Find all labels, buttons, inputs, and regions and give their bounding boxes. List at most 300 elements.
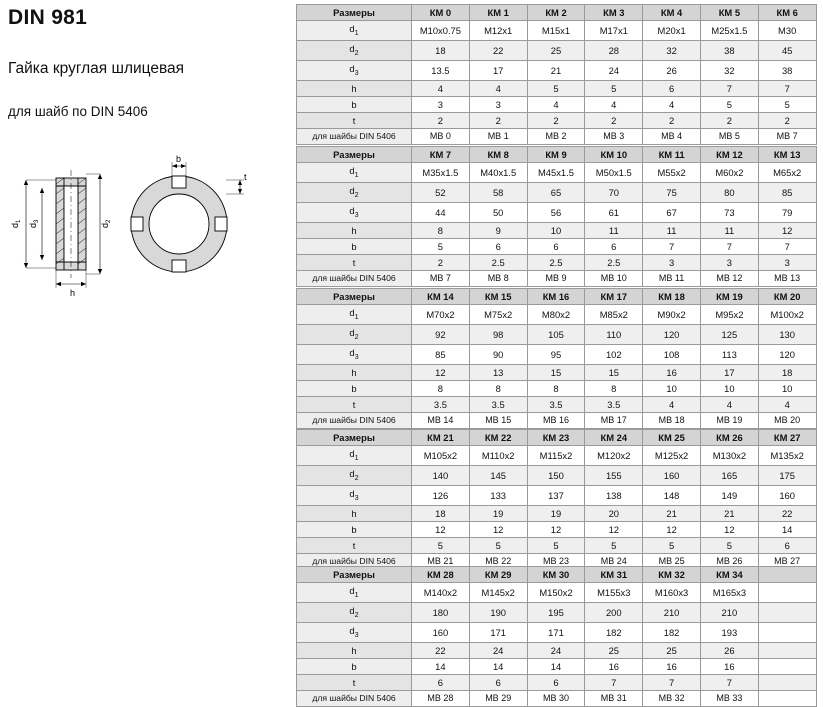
cell-washer-1: MB 14: [412, 412, 470, 428]
cell-t-6: 7: [700, 674, 758, 690]
cell-h-7: 7: [758, 80, 816, 96]
column-header-3: КМ 23: [527, 430, 585, 446]
table-row-d3: [297, 344, 817, 364]
cell-d1-1: M35x1.5: [412, 163, 470, 183]
cell-d2-7: 130: [758, 324, 816, 344]
column-header-6: КМ 34: [700, 567, 758, 583]
cell-t-7: 4: [758, 396, 816, 412]
cell-h-6: 21: [700, 505, 758, 521]
cell-d1-6: M95x2: [700, 305, 758, 325]
column-header-1: КМ 28: [412, 567, 470, 583]
cell-b-3: 8: [527, 380, 585, 396]
cell-d3-3: 137: [527, 485, 585, 505]
column-header-7: КМ 27: [758, 430, 816, 446]
row-label-t: t: [297, 396, 412, 412]
cell-washer-6: MB 26: [700, 553, 758, 569]
cell-h-1: 12: [412, 364, 470, 380]
table-row-b: [297, 658, 817, 674]
row-label-d2: $d_2$: [297, 182, 412, 202]
column-header-3: КМ 16: [527, 289, 585, 305]
cell-d3-6: 193: [700, 622, 758, 642]
row-label-d2: $d_2$: [297, 465, 412, 485]
column-header-dimensions: Размеры: [297, 567, 412, 583]
cell-d2-3: 105: [527, 324, 585, 344]
cell-washer-6: MB 5: [700, 128, 758, 144]
cell-d1-2: M110x2: [469, 446, 527, 466]
cell-h-4: 11: [585, 222, 643, 238]
cell-h-4: 25: [585, 642, 643, 658]
cell-t-4: 2.5: [585, 254, 643, 270]
cell-b-6: 16: [700, 658, 758, 674]
table-row-d1: [297, 163, 817, 183]
cell-h-6: 26: [700, 642, 758, 658]
column-header-5: КМ 18: [643, 289, 701, 305]
cell-b-7: 7: [758, 238, 816, 254]
dimension-table-5: [296, 566, 817, 707]
cell-d3-5: 148: [643, 485, 701, 505]
table-row-d2: [297, 182, 817, 202]
part-standard-note: для шайб по DIN 5406: [8, 104, 148, 119]
label-h: h: [70, 288, 76, 298]
cell-t-2: 6: [469, 674, 527, 690]
cell-t-4: 2: [585, 112, 643, 128]
dimension-table-2: [296, 146, 817, 287]
cell-d3-5: 26: [643, 60, 701, 80]
dimension-table-4: [296, 429, 817, 570]
row-label-d3: $d_3$: [297, 60, 412, 80]
cell-d3-7: 120: [758, 344, 816, 364]
table-row-b: [297, 96, 817, 112]
column-header-5: КМ 25: [643, 430, 701, 446]
column-header-2: КМ 8: [469, 147, 527, 163]
cell-d2-7: 85: [758, 182, 816, 202]
cell-h-1: 18: [412, 505, 470, 521]
column-header-3: КМ 2: [527, 5, 585, 21]
cell-washer-5: MB 4: [643, 128, 701, 144]
column-header-7: [758, 567, 816, 583]
table-row-h: [297, 642, 817, 658]
row-label-d2: $d_2$: [297, 602, 412, 622]
table-row-d2: [297, 324, 817, 344]
cell-d1-2: M12x1: [469, 21, 527, 41]
column-header-4: КМ 17: [585, 289, 643, 305]
row-label-d3: $d_3$: [297, 622, 412, 642]
cell-h-1: 22: [412, 642, 470, 658]
cell-t-7: 3: [758, 254, 816, 270]
column-header-3: КМ 9: [527, 147, 585, 163]
row-label-washer: для шайбы DIN 5406: [297, 270, 412, 286]
cell-h-2: 24: [469, 642, 527, 658]
cell-d1-2: M145x2: [469, 583, 527, 603]
row-label-t: t: [297, 112, 412, 128]
cell-d1-3: M150x2: [527, 583, 585, 603]
row-label-washer: для шайбы DIN 5406: [297, 128, 412, 144]
cell-b-3: 4: [527, 96, 585, 112]
column-header-6: КМ 5: [700, 5, 758, 21]
table-row-b: [297, 521, 817, 537]
label-t: t: [244, 172, 247, 182]
cell-washer-5: MB 25: [643, 553, 701, 569]
cell-h-4: 15: [585, 364, 643, 380]
column-header-1: КМ 21: [412, 430, 470, 446]
table-header-row: [297, 289, 817, 305]
column-header-1: КМ 7: [412, 147, 470, 163]
cell-d1-1: M140x2: [412, 583, 470, 603]
cell-b-3: 14: [527, 658, 585, 674]
dimension-table-3: [296, 288, 817, 429]
cell-d1-6: M165x3: [700, 583, 758, 603]
cell-washer-1: MB 28: [412, 690, 470, 706]
cell-h-3: 15: [527, 364, 585, 380]
cell-t-4: 3.5: [585, 396, 643, 412]
cell-h-7: 22: [758, 505, 816, 521]
cell-washer-7: MB 27: [758, 553, 816, 569]
cell-b-2: 12: [469, 521, 527, 537]
cell-d2-7: [758, 602, 816, 622]
row-label-h: h: [297, 222, 412, 238]
table-row-b: [297, 238, 817, 254]
cell-d3-6: 113: [700, 344, 758, 364]
cell-d2-2: 58: [469, 182, 527, 202]
cell-d3-4: 24: [585, 60, 643, 80]
table-row-t: [297, 254, 817, 270]
cell-t-5: 7: [643, 674, 701, 690]
cell-d2-3: 195: [527, 602, 585, 622]
cell-washer-6: MB 19: [700, 412, 758, 428]
cell-b-4: 16: [585, 658, 643, 674]
column-header-dimensions: Размеры: [297, 5, 412, 21]
cell-washer-3: MB 30: [527, 690, 585, 706]
cell-h-4: 20: [585, 505, 643, 521]
cell-b-2: 6: [469, 238, 527, 254]
cell-d3-3: 56: [527, 202, 585, 222]
cell-d1-5: M20x1: [643, 21, 701, 41]
cell-h-1: 4: [412, 80, 470, 96]
cell-washer-7: MB 13: [758, 270, 816, 286]
cell-b-7: [758, 658, 816, 674]
table-row-d1: [297, 583, 817, 603]
cell-washer-3: MB 2: [527, 128, 585, 144]
cell-d2-2: 145: [469, 465, 527, 485]
cell-t-3: 2: [527, 112, 585, 128]
cell-d1-5: M90x2: [643, 305, 701, 325]
column-header-2: КМ 1: [469, 5, 527, 21]
cell-d3-7: 79: [758, 202, 816, 222]
cell-t-5: 4: [643, 396, 701, 412]
cell-b-5: 4: [643, 96, 701, 112]
cell-b-6: 5: [700, 96, 758, 112]
cell-d2-1: 180: [412, 602, 470, 622]
row-label-washer: для шайбы DIN 5406: [297, 553, 412, 569]
cell-b-4: 6: [585, 238, 643, 254]
cell-d1-2: M40x1.5: [469, 163, 527, 183]
cell-b-6: 10: [700, 380, 758, 396]
column-header-7: КМ 6: [758, 5, 816, 21]
cell-b-5: 7: [643, 238, 701, 254]
row-label-b: b: [297, 658, 412, 674]
row-label-d1: $d_1$: [297, 163, 412, 183]
cell-h-3: 10: [527, 222, 585, 238]
cell-b-4: 12: [585, 521, 643, 537]
cell-d2-6: 125: [700, 324, 758, 344]
cell-d2-5: 75: [643, 182, 701, 202]
cell-washer-4: MB 3: [585, 128, 643, 144]
cell-t-5: 5: [643, 537, 701, 553]
cell-washer-7: MB 20: [758, 412, 816, 428]
row-label-washer: для шайбы DIN 5406: [297, 690, 412, 706]
cell-washer-4: MB 31: [585, 690, 643, 706]
cell-d3-1: 160: [412, 622, 470, 642]
cell-h-6: 7: [700, 80, 758, 96]
cell-d2-1: 18: [412, 40, 470, 60]
column-header-dimensions: Размеры: [297, 430, 412, 446]
cell-d3-2: 90: [469, 344, 527, 364]
cell-h-6: 17: [700, 364, 758, 380]
cell-d3-2: 17: [469, 60, 527, 80]
table-row-washer: [297, 690, 817, 706]
cell-b-5: 16: [643, 658, 701, 674]
cell-d3-2: 50: [469, 202, 527, 222]
cell-d3-7: [758, 622, 816, 642]
left-info-column: [0, 0, 292, 703]
cell-b-6: 7: [700, 238, 758, 254]
row-label-h: h: [297, 364, 412, 380]
cell-h-5: 6: [643, 80, 701, 96]
cell-t-2: 2: [469, 112, 527, 128]
cell-b-3: 12: [527, 521, 585, 537]
cell-t-3: 3.5: [527, 396, 585, 412]
cell-h-5: 25: [643, 642, 701, 658]
cell-d1-4: M50x1.5: [585, 163, 643, 183]
row-label-d2: $d_2$: [297, 40, 412, 60]
row-label-washer: для шайбы DIN 5406: [297, 412, 412, 428]
row-label-d3: $d_3$: [297, 485, 412, 505]
column-header-4: КМ 3: [585, 5, 643, 21]
cell-b-7: 14: [758, 521, 816, 537]
row-label-b: b: [297, 238, 412, 254]
cell-h-7: 18: [758, 364, 816, 380]
cell-d2-6: 38: [700, 40, 758, 60]
cell-h-1: 8: [412, 222, 470, 238]
row-label-t: t: [297, 537, 412, 553]
column-header-5: КМ 32: [643, 567, 701, 583]
cell-t-1: 2: [412, 112, 470, 128]
cell-washer-4: MB 10: [585, 270, 643, 286]
cell-d1-5: M125x2: [643, 446, 701, 466]
cell-d2-2: 22: [469, 40, 527, 60]
cell-t-4: 7: [585, 674, 643, 690]
cell-t-7: 6: [758, 537, 816, 553]
cell-washer-2: MB 22: [469, 553, 527, 569]
cell-d2-1: 140: [412, 465, 470, 485]
column-header-4: КМ 31: [585, 567, 643, 583]
cell-d1-6: M130x2: [700, 446, 758, 466]
cell-washer-5: MB 11: [643, 270, 701, 286]
row-label-d3: $d_3$: [297, 202, 412, 222]
column-header-3: КМ 30: [527, 567, 585, 583]
cell-t-5: 2: [643, 112, 701, 128]
cell-d2-4: 110: [585, 324, 643, 344]
row-label-d1: $d_1$: [297, 583, 412, 603]
cell-washer-1: MB 7: [412, 270, 470, 286]
row-label-h: h: [297, 642, 412, 658]
table-row-d1: [297, 21, 817, 41]
cell-d2-1: 52: [412, 182, 470, 202]
cell-t-7: [758, 674, 816, 690]
column-header-7: КМ 13: [758, 147, 816, 163]
cell-t-6: 2: [700, 112, 758, 128]
cell-d2-1: 92: [412, 324, 470, 344]
column-header-5: КМ 4: [643, 5, 701, 21]
cell-t-6: 5: [700, 537, 758, 553]
table-header-row: [297, 567, 817, 583]
cell-d2-3: 65: [527, 182, 585, 202]
cell-d3-1: 85: [412, 344, 470, 364]
column-header-1: КМ 14: [412, 289, 470, 305]
cell-b-5: 10: [643, 380, 701, 396]
cell-washer-4: MB 17: [585, 412, 643, 428]
cell-t-3: 6: [527, 674, 585, 690]
cell-h-5: 11: [643, 222, 701, 238]
label-d1: $d_1$: [10, 219, 22, 228]
table-row-b: [297, 380, 817, 396]
table-row-d3: [297, 202, 817, 222]
table-row-washer: [297, 270, 817, 286]
cell-d1-6: M60x2: [700, 163, 758, 183]
cell-d2-3: 150: [527, 465, 585, 485]
cell-d1-5: M160x3: [643, 583, 701, 603]
cell-d3-4: 138: [585, 485, 643, 505]
cell-b-2: 8: [469, 380, 527, 396]
cell-t-1: 6: [412, 674, 470, 690]
cell-h-3: 19: [527, 505, 585, 521]
cell-b-5: 12: [643, 521, 701, 537]
table-row-washer: [297, 128, 817, 144]
cell-d1-6: M25x1.5: [700, 21, 758, 41]
label-d3: $d_3$: [28, 219, 40, 228]
cell-d1-7: M65x2: [758, 163, 816, 183]
row-label-d2: $d_2$: [297, 324, 412, 344]
cell-t-4: 5: [585, 537, 643, 553]
cell-d1-3: M115x2: [527, 446, 585, 466]
cell-washer-4: MB 24: [585, 553, 643, 569]
cell-d2-4: 28: [585, 40, 643, 60]
cell-d3-5: 182: [643, 622, 701, 642]
table-row-d1: [297, 446, 817, 466]
column-header-6: КМ 26: [700, 430, 758, 446]
table-row-t: [297, 674, 817, 690]
table-row-d3: [297, 485, 817, 505]
cell-d1-1: M70x2: [412, 305, 470, 325]
cell-d2-4: 200: [585, 602, 643, 622]
technical-drawing: [4, 150, 286, 300]
cell-d3-7: 38: [758, 60, 816, 80]
cell-d2-5: 32: [643, 40, 701, 60]
table-row-h: [297, 222, 817, 238]
cell-h-2: 13: [469, 364, 527, 380]
table-header-row: [297, 5, 817, 21]
cell-t-3: 5: [527, 537, 585, 553]
cell-d2-7: 175: [758, 465, 816, 485]
cell-d3-2: 133: [469, 485, 527, 505]
cell-d1-1: M10x0.75: [412, 21, 470, 41]
cell-d1-5: M55x2: [643, 163, 701, 183]
cell-washer-5: MB 32: [643, 690, 701, 706]
cell-t-1: 3.5: [412, 396, 470, 412]
cell-washer-2: MB 15: [469, 412, 527, 428]
table-row-washer: [297, 412, 817, 428]
cell-t-6: 3: [700, 254, 758, 270]
cell-t-5: 3: [643, 254, 701, 270]
cell-d2-6: 80: [700, 182, 758, 202]
cell-d3-5: 108: [643, 344, 701, 364]
table-row-t: [297, 537, 817, 553]
cell-h-5: 21: [643, 505, 701, 521]
cell-d3-6: 73: [700, 202, 758, 222]
cell-d2-4: 70: [585, 182, 643, 202]
cell-d3-3: 95: [527, 344, 585, 364]
cell-washer-1: MB 21: [412, 553, 470, 569]
cell-h-7: 12: [758, 222, 816, 238]
cell-d1-7: M100x2: [758, 305, 816, 325]
row-label-t: t: [297, 674, 412, 690]
cell-d1-1: M105x2: [412, 446, 470, 466]
cell-d3-4: 102: [585, 344, 643, 364]
column-header-4: КМ 10: [585, 147, 643, 163]
cell-h-3: 24: [527, 642, 585, 658]
cell-d3-6: 32: [700, 60, 758, 80]
cell-d2-2: 98: [469, 324, 527, 344]
cell-washer-2: MB 1: [469, 128, 527, 144]
table-row-t: [297, 396, 817, 412]
row-label-d3: $d_3$: [297, 344, 412, 364]
column-header-1: КМ 0: [412, 5, 470, 21]
cell-h-2: 9: [469, 222, 527, 238]
cell-d1-3: M80x2: [527, 305, 585, 325]
table-header-row: [297, 430, 817, 446]
column-header-5: КМ 11: [643, 147, 701, 163]
column-header-dimensions: Размеры: [297, 289, 412, 305]
table-row-d2: [297, 465, 817, 485]
cell-washer-6: MB 12: [700, 270, 758, 286]
cell-d2-4: 155: [585, 465, 643, 485]
cell-d3-6: 149: [700, 485, 758, 505]
cell-t-6: 4: [700, 396, 758, 412]
cell-washer-3: MB 23: [527, 553, 585, 569]
cell-d2-3: 25: [527, 40, 585, 60]
cell-d3-7: 160: [758, 485, 816, 505]
cell-d3-5: 67: [643, 202, 701, 222]
cell-d2-6: 165: [700, 465, 758, 485]
table-row-h: [297, 505, 817, 521]
row-label-b: b: [297, 96, 412, 112]
cell-d3-4: 182: [585, 622, 643, 642]
column-header-dimensions: Размеры: [297, 147, 412, 163]
cell-b-1: 14: [412, 658, 470, 674]
column-header-7: КМ 20: [758, 289, 816, 305]
cell-washer-3: MB 16: [527, 412, 585, 428]
cell-washer-6: MB 33: [700, 690, 758, 706]
cell-h-5: 16: [643, 364, 701, 380]
row-label-h: h: [297, 505, 412, 521]
cell-b-6: 12: [700, 521, 758, 537]
table-row-d3: [297, 60, 817, 80]
column-header-2: КМ 22: [469, 430, 527, 446]
column-header-6: КМ 12: [700, 147, 758, 163]
cell-d1-3: M45x1.5: [527, 163, 585, 183]
row-label-t: t: [297, 254, 412, 270]
table-row-t: [297, 112, 817, 128]
